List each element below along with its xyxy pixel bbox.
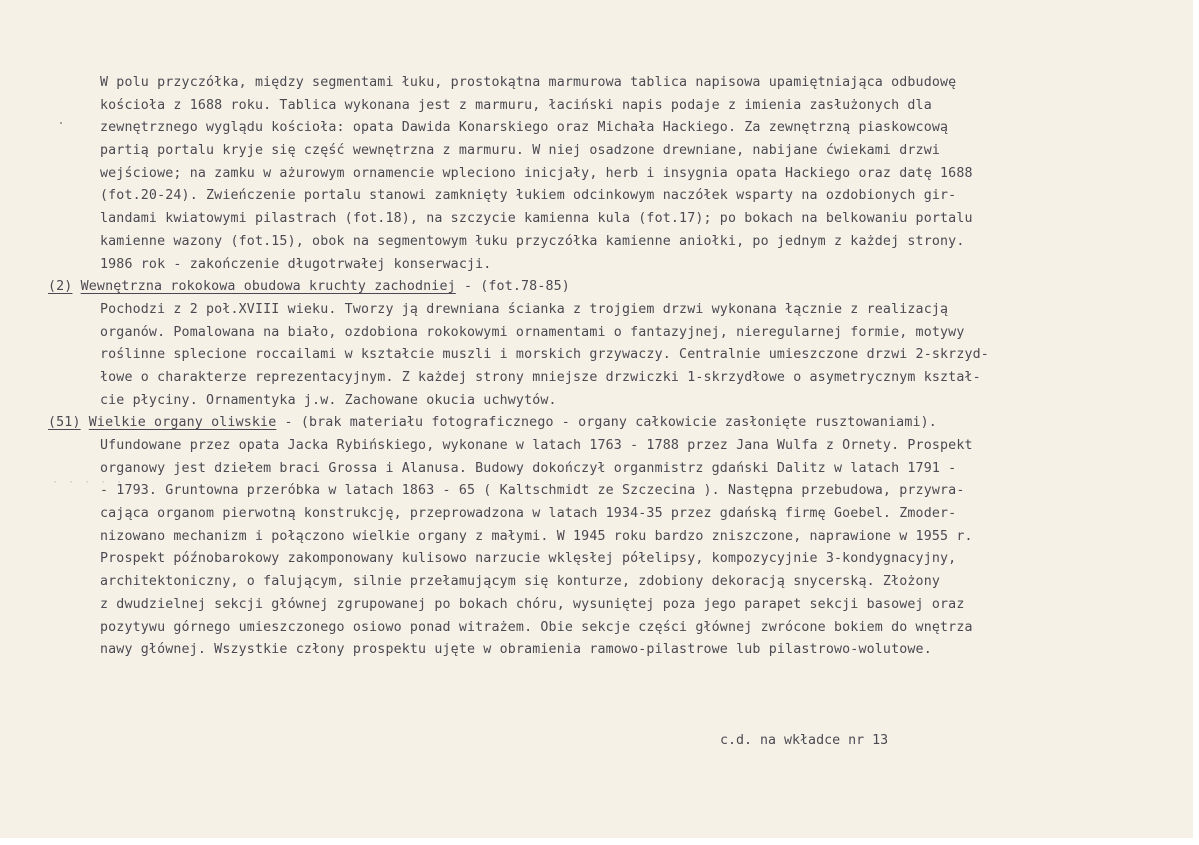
item-51-note: - (brak materiału fotograficznego - organy całkowicie zasłonięte rusztowaniami). [284, 415, 937, 431]
item-2-line: organów. Pomalowana na biało, ozdobiona rokokowymi ornamentami o fantazyjnej, nieregularnej formie, motywy [100, 324, 965, 340]
margin-dots: · · · · · [52, 477, 125, 488]
item-51-number: (51) [48, 415, 81, 431]
document-body [48, 72, 1185, 662]
continuation-note: c.d. na wkładce nr 13 [720, 733, 889, 748]
item-2-photo-ref: - (fot.78-85) [463, 279, 570, 295]
paragraph-1-line: partią portalu kryje się część wewnętrzna z marmuru. W niej osadzone drewniane, nabijane ćwiekami drzwi [100, 143, 941, 159]
item-51-line: pozytywu górnego umieszczonego osiowo ponad witrażem. Obie sekcje części głównej zwrócone bokiem do wnętrza [100, 619, 973, 635]
paragraph-1-line: zewnętrznego wyglądu kościoła: opata Dawida Konarskiego oraz Michała Hackiego. Za zewnętrzną piaskowcową [100, 120, 949, 136]
paragraph-1-line: (fot.20-24). Zwieńczenie portalu stanowi zamknięty łukiem odcinkowym naczółek wsparty na ozdobionych gir- [100, 188, 957, 204]
item-2-number: (2) [48, 279, 73, 295]
paragraph-1-line: W polu przyczółka, między segmentami łuku, prostokątna marmurowa tablica napisowa upamiętniająca odbudowę [100, 75, 957, 90]
paragraph-1-line: landami kwiatowymi pilastrach (fot.18), na szczycie kamienna kula (fot.17); po bokach na belkowaniu portalu [100, 211, 973, 227]
item-2-line: Pochodzi z 2 poł.XVIII wieku. Tworzy ją drewniana ścianka z trojgiem drzwi wykonana łącznie z realizacją [100, 301, 949, 317]
item-2-heading [48, 276, 1185, 299]
paragraph-1-line: kościoła z 1688 roku. Tablica wykonana jest z marmuru, łaciński napis podaje z imienia zasłużonych dla [100, 97, 932, 113]
item-51-line: architektoniczny, o falującym, silnie przełamującym się konturze, zdobiony dekoracją snycerską. Złożony [100, 574, 941, 590]
item-51-line: Prospekt późnobarokowy zakomponowany kulisowo narzucie wklęsłej półelipsy, kompozycyjnie 3-kondygnacyjny, [100, 551, 957, 567]
item-2-line: łowe o charakterze reprezentacyjnym. Z każdej strony mniejsze drzwiczki 1-skrzydłowe o asymetrycznym kształ- [100, 369, 981, 385]
item-51-line: nawy głównej. Wszystkie człony prospektu ujęte w obramienia ramowo-pilastrowe lub pilastrowo-wolutowe. [100, 642, 932, 658]
margin-mark [60, 122, 62, 124]
item-2-line: roślinne splecione roccailami w kształcie muszli i morskich grzywaczy. Centralnie umieszczone drzwi 2-skrzyd- [100, 347, 989, 363]
item-51-title: Wielkie organy oliwskie [88, 415, 277, 431]
paragraph-1-line: wejściowe; na zamku w ażurowym ornamencie wpleciono inicjały, herb i insygnia opata Hackiego oraz datę 1688 [100, 165, 973, 181]
item-51-line: organowy jest dziełem braci Grossa i Alanusa. Budowy dokończył organmistrz gdański Dalitz w latach 1791 - [100, 460, 957, 476]
paragraph-1-line: kamienne wazony (fot.15), obok na segmentowym łuku przyczółka kamienne aniołki, po jednym z każdej strony. [100, 233, 965, 249]
item-2-title: Wewnętrzna rokokowa obudowa kruchty zachodniej [80, 279, 456, 295]
item-51-line: - 1793. Gruntowna przeróbka w latach 1863 - 65 ( Kaltschmidt ze Szczecina ). Następna przebudowa, przywra- [100, 483, 965, 499]
item-51-line: cająca organom pierwotną konstrukcję, przeprowadzona w latach 1934-35 przez gdańską firmę Goebel. Zmoder- [100, 506, 957, 522]
item-51-line: Ufundowane przez opata Jacka Rybińskiego, wykonane w latach 1763 - 1788 przez Jana Wulfa z Ornety. Prospekt [100, 438, 973, 453]
paragraph-1-line: 1986 rok - zakończenie długotrwałej konserwacji. [100, 256, 492, 272]
item-2-line: cie płyciny. Ornamentyka j.w. Zachowane okucia uchwytów. [100, 392, 557, 408]
item-51-line: z dwudzielnej sekcji głównej zgrupowanej po bokach chóru, wysuniętej poza jego parapet sekcji basowej oraz [100, 596, 965, 612]
item-51-heading [48, 412, 1185, 435]
item-51-line: nizowano mechanizm i połączono wielkie organy z małymi. W 1945 roku bardzo zniszczone, naprawione w 1955 r. [100, 528, 973, 544]
